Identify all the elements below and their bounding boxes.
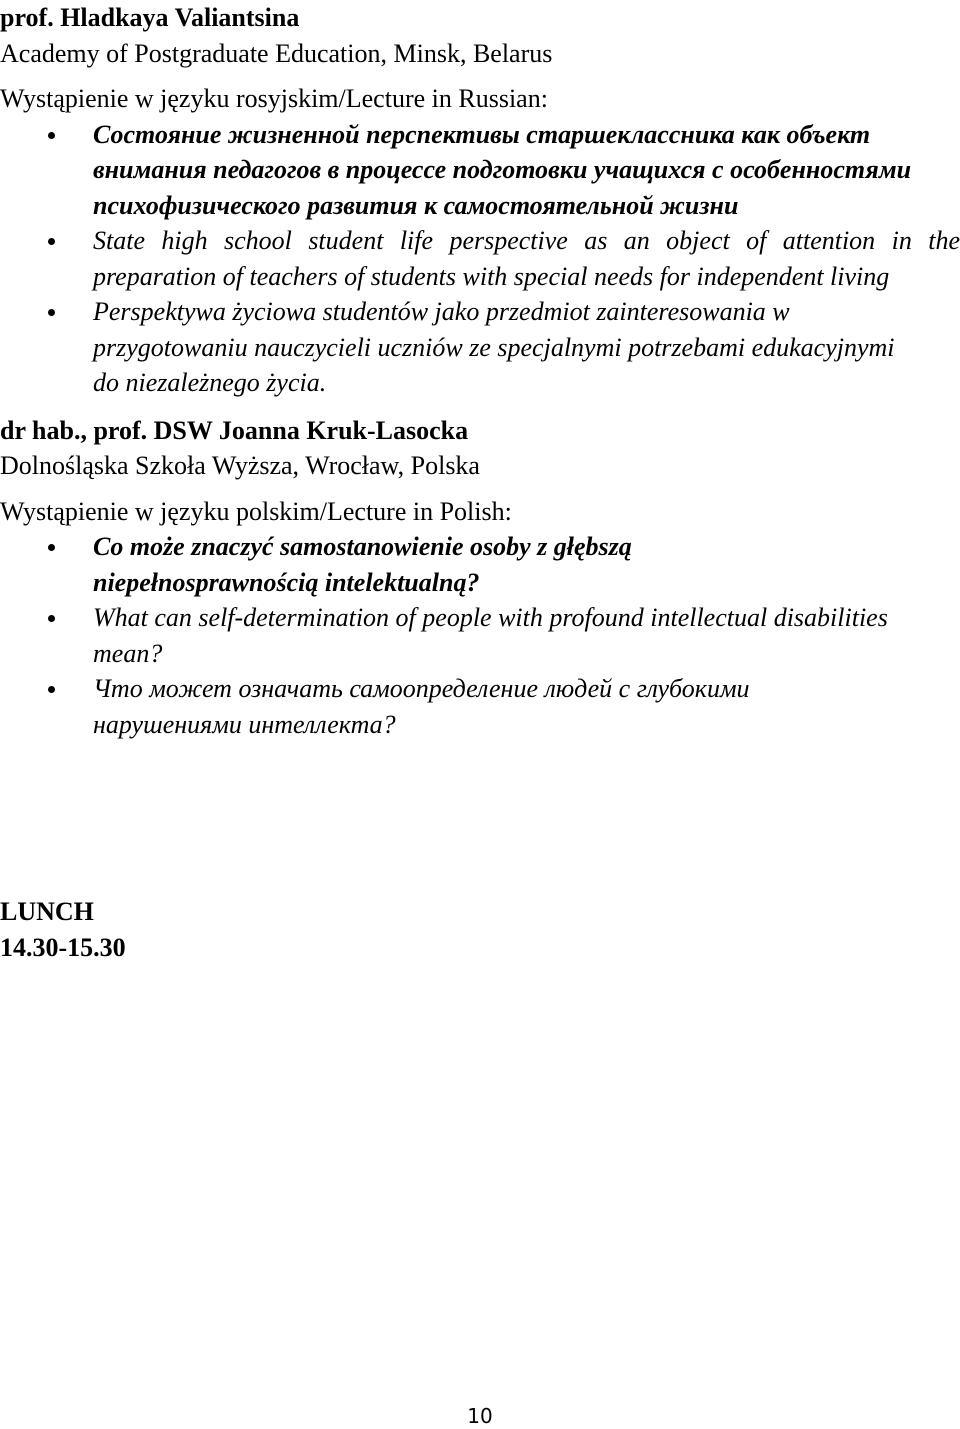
talk-title-russian <box>0 117 960 224</box>
speaker-affiliation: Dolnośląska Szkoła Wyższa, Wrocław, Polska <box>0 451 480 480</box>
speaker-affiliation: Academy of Postgraduate Education, Minsk, Belarus <box>0 38 553 68</box>
lecture-language-label: Wystąpienie w języku polskim/Lecture in Polish: <box>0 496 512 526</box>
talk-title-text: Состояние жизненной перспективы старшеклассника как объект внимания педагогов в процессе подготовки учащихся с особенностями психофизического развития к самостоятельной жизни <box>93 119 912 220</box>
speaker-name: prof. Hladkaya Valiantsina <box>0 3 300 32</box>
talk-title-text: Perspektywa życiowa studentów jako przedmiot zainteresowania w przygotowaniu nauczycieli uczniów ze specjalnymi potrzebami edukacyjnymi do niezależnego życia. <box>93 297 895 397</box>
talk-title-polish <box>0 529 960 600</box>
talk-title-polish <box>0 294 960 401</box>
lecture-language-label: Wystąpienie w języku rosyjskim/Lecture in Russian: <box>0 84 548 113</box>
talk-title-english <box>0 223 960 294</box>
speaker-name: dr hab., prof. DSW Joanna Kruk-Lasocka <box>0 415 469 445</box>
bullet-icon <box>48 309 55 316</box>
bullet-icon <box>48 238 55 245</box>
lunch-label: LUNCH <box>0 897 94 926</box>
talk-list <box>0 117 960 401</box>
talk-list <box>0 529 960 742</box>
bullet-icon <box>48 544 55 551</box>
talk-title-text: What can self-determination of people with profound intellectual disabilities mean? <box>93 603 888 668</box>
bullet-icon <box>48 132 55 139</box>
lunch-time: 14.30-15.30 <box>0 932 126 962</box>
bullet-icon <box>48 615 55 622</box>
speaker-section-hladkaya <box>0 0 960 401</box>
talk-title-text: Что может означать самоопределение людей с глубокими нарушениями интеллекта? <box>93 674 750 739</box>
talk-title-english <box>0 600 960 671</box>
lunch-block <box>0 894 126 965</box>
talk-title-russian <box>0 671 960 742</box>
page-number: 10 <box>467 1404 493 1428</box>
talk-title-text: Co może znaczyć samostanowienie osoby z głębszą niepełnosprawnością intelektualną? <box>93 532 632 597</box>
talk-title-text: State high school student life perspective as an object of attention in the preparation of teachers of students with special needs for independent living <box>93 226 960 291</box>
bullet-icon <box>48 686 55 693</box>
speaker-section-kruk-lasocka <box>0 413 960 743</box>
